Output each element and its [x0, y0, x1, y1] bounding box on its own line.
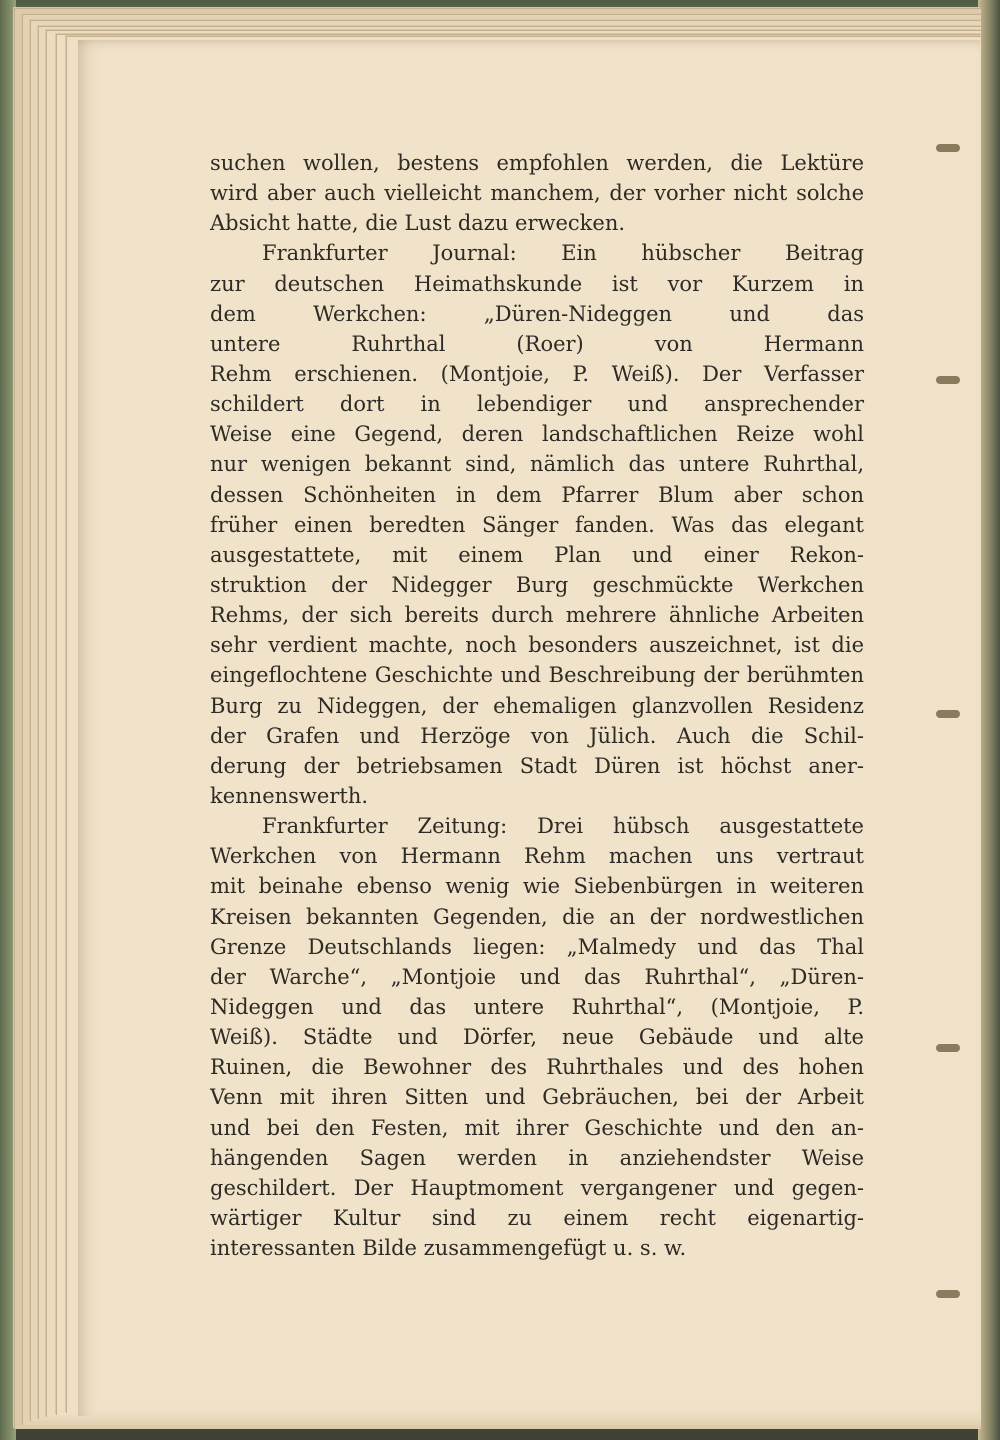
book-cover-right	[978, 0, 1000, 1440]
text-line: Weiß). Städte und Dörfer, neue Gebäude und alte	[210, 1025, 864, 1050]
text-line: derung der betriebsamen Stadt Düren ist höchst aner-	[210, 753, 864, 778]
text-line: Werkchen von Hermann Rehm machen uns vertraut	[210, 844, 864, 869]
text-line: dessen Schönheiten in dem Pfarrer Blum aber schon	[210, 482, 864, 507]
thread-mark	[936, 1290, 960, 1298]
text-line: Frankfurter Zeitung: Drei hübsch ausgestattete	[262, 814, 864, 839]
thread-mark	[936, 376, 960, 384]
text-line: wird aber auch vielleicht manchem, der vorher nicht solche	[210, 181, 864, 206]
text-line: ausgestattete, mit einem Plan und einer Rekon-	[210, 542, 864, 567]
text-line: Weise eine Gegend, deren landschaftlichen Reize wohl	[210, 422, 864, 447]
text-line: Ruinen, die Bewohner des Ruhrthales und des hohen	[210, 1055, 864, 1080]
text-line: sehr verdient machte, noch besonders auszeichnet, ist die	[210, 633, 864, 658]
text-line: und bei den Festen, mit ihrer Geschichte und den an-	[210, 1115, 864, 1140]
text-line: Venn mit ihren Sitten und Gebräuchen, bei der Arbeit	[210, 1085, 864, 1110]
text-line: Kreisen bekannten Gegenden, die an der nordwestlichen	[210, 904, 864, 929]
text-line: eingeflochtene Geschichte und Beschreibung der berühmten	[210, 663, 864, 688]
text-line: Absicht hatte, die Lust dazu erwecken.	[210, 211, 626, 236]
thread-mark	[936, 710, 960, 718]
text-line: untere Ruhrthal (Roer) von Hermann	[210, 331, 864, 356]
text-line: Nideggen und das untere Ruhrthal“, (Montjoie, P.	[210, 994, 864, 1019]
page-text	[210, 148, 864, 1263]
text-line: kennenswerth.	[210, 783, 369, 808]
thread-mark	[936, 144, 960, 152]
text-line: schildert dort in lebendiger und ansprechender	[210, 392, 864, 417]
text-line: mit beinahe ebenso wenig wie Siebenbürgen in weiteren	[210, 874, 864, 899]
text-line: interessanten Bilde zusammengefügt u. s. w.	[210, 1236, 687, 1261]
text-line: zur deutschen Heimathskunde ist vor Kurzem in	[210, 271, 864, 296]
text-line: der Warche“, „Montjoie und das Ruhrthal“, „Düren-	[210, 964, 864, 989]
text-line: suchen wollen, bestens empfohlen werden, die Lektüre	[210, 151, 864, 175]
text-line: Rehm erschienen. (Montjoie, P. Weiß). Der Verfasser	[210, 361, 864, 386]
text-line: geschildert. Der Hauptmoment vergangener und gegen-	[210, 1175, 864, 1200]
text-line: der Grafen und Herzöge von Jülich. Auch die Schil-	[210, 723, 864, 748]
thread-mark	[936, 1044, 960, 1052]
text-line: dem Werkchen: „Düren-Nideggen und das	[210, 301, 864, 326]
text-line: früher einen beredten Sänger fanden. Was das elegant	[210, 512, 864, 537]
text-line: Grenze Deutschlands liegen: „Malmedy und das Thal	[210, 934, 864, 959]
text-line: struktion der Nidegger Burg geschmückte Werkchen	[210, 572, 864, 597]
text-line: Frankfurter Journal: Ein hübscher Beitrag	[262, 241, 864, 266]
text-line: Burg zu Nideggen, der ehemaligen glanzvollen Residenz	[210, 693, 864, 718]
text-line: Rehms, der sich bereits durch mehrere ähnliche Arbeiten	[210, 603, 864, 628]
text-line: wärtiger Kultur sind zu einem recht eigenartig-	[210, 1205, 864, 1230]
text-line: hängenden Sagen werden in anziehendster Weise	[210, 1145, 864, 1170]
text-line: nur wenigen bekannt sind, nämlich das untere Ruhrthal,	[210, 452, 864, 477]
